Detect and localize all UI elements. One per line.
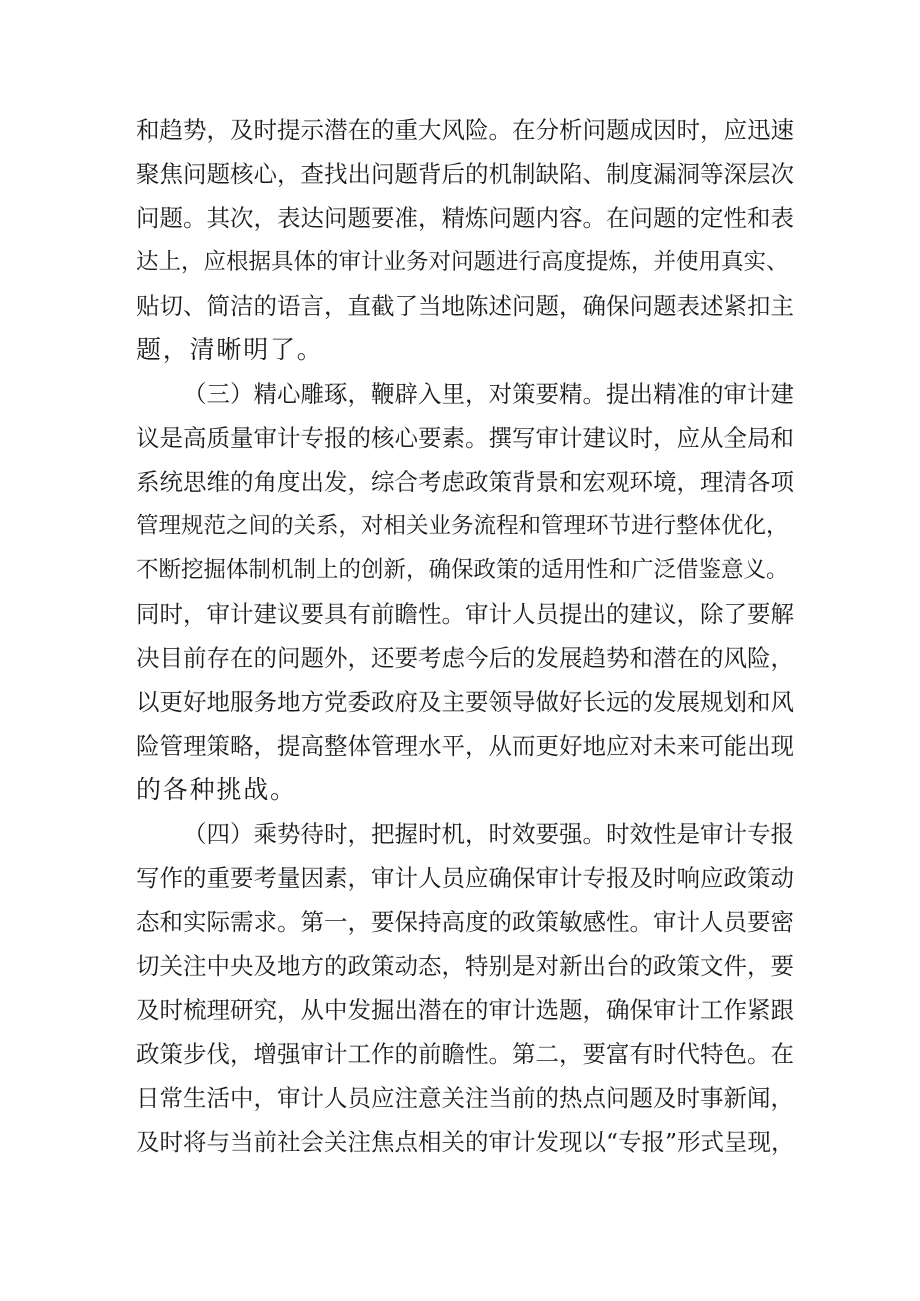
text-line: 态和实际需求。第一，要保持高度的政策敏感性。审计人员要密 xyxy=(136,908,794,936)
text-line: 及时梳理研究，从中发掘出潜在的审计选题，确保审计工作紧跟 xyxy=(136,996,794,1024)
text-line: 同时，审计建议要具有前瞻性。审计人员提出的建议，除了要解 xyxy=(136,600,794,628)
text-line: 险管理策略，提高整体管理水平，从而更好地应对未来可能出现 xyxy=(136,732,794,760)
text-line: 及时将与当前社会关注焦点相关的审计发现以“专报”形式呈现， xyxy=(136,1128,795,1156)
text-line: 日常生活中，审计人员应注意关注当前的热点问题及时事新闻， xyxy=(136,1084,794,1112)
text-line: 的各种挑战。 xyxy=(136,775,297,804)
text-line: 政策步伐，增强审计工作的前瞻性。第二，要富有时代特色。在 xyxy=(136,1040,794,1068)
text-line: 以更好地服务地方党委政府及主要领导做好长远的发展规划和风 xyxy=(136,688,794,716)
text-line: 贴切、简洁的语言，直截了当地陈述问题，确保问题表述紧扣主 xyxy=(136,292,794,320)
text-line: 和趋势，及时提示潜在的重大风险。在分析问题成因时，应迅速 xyxy=(136,116,794,144)
text-line: 聚焦问题核心，查找出问题背后的机制缺陷、制度漏洞等深层次 xyxy=(136,160,794,188)
text-line: 写作的重要考量因素，审计人员应确保审计专报及时响应政策动 xyxy=(136,864,794,892)
text-line: 不断挖掘体制机制上的创新，确保政策的适用性和广泛借鉴意义。 xyxy=(136,557,789,583)
paragraph-heading-3: （三）精心雕琢，鞭辟入里，对策要精。提出精准的审计建 xyxy=(183,380,794,408)
text-line: 决目前存在的问题外，还要考虑今后的发展趋势和潜在的风险， xyxy=(136,644,794,672)
text-line: 管理规范之间的关系，对相关业务流程和管理环节进行整体优化， xyxy=(136,513,789,539)
text-line: 议是高质量审计专报的核心要素。撰写审计建议时，应从全局和 xyxy=(136,424,794,452)
text-line: 系统思维的角度出发，综合考虑政策背景和宏观环境，理清各项 xyxy=(136,468,794,496)
text-line: 达上，应根据具体的审计业务对问题进行高度提炼，并使用真实、 xyxy=(136,249,789,275)
text-line: 题，清晰明了。 xyxy=(136,335,324,364)
text-line: 问题。其次，表达问题要准，精炼问题内容。在问题的定性和表 xyxy=(136,204,794,232)
text-line: 切关注中央及地方的政策动态，特别是对新出台的政策文件，要 xyxy=(136,952,794,980)
paragraph-heading-4: （四）乘势待时，把握时机，时效要强。时效性是审计专报 xyxy=(183,820,794,848)
